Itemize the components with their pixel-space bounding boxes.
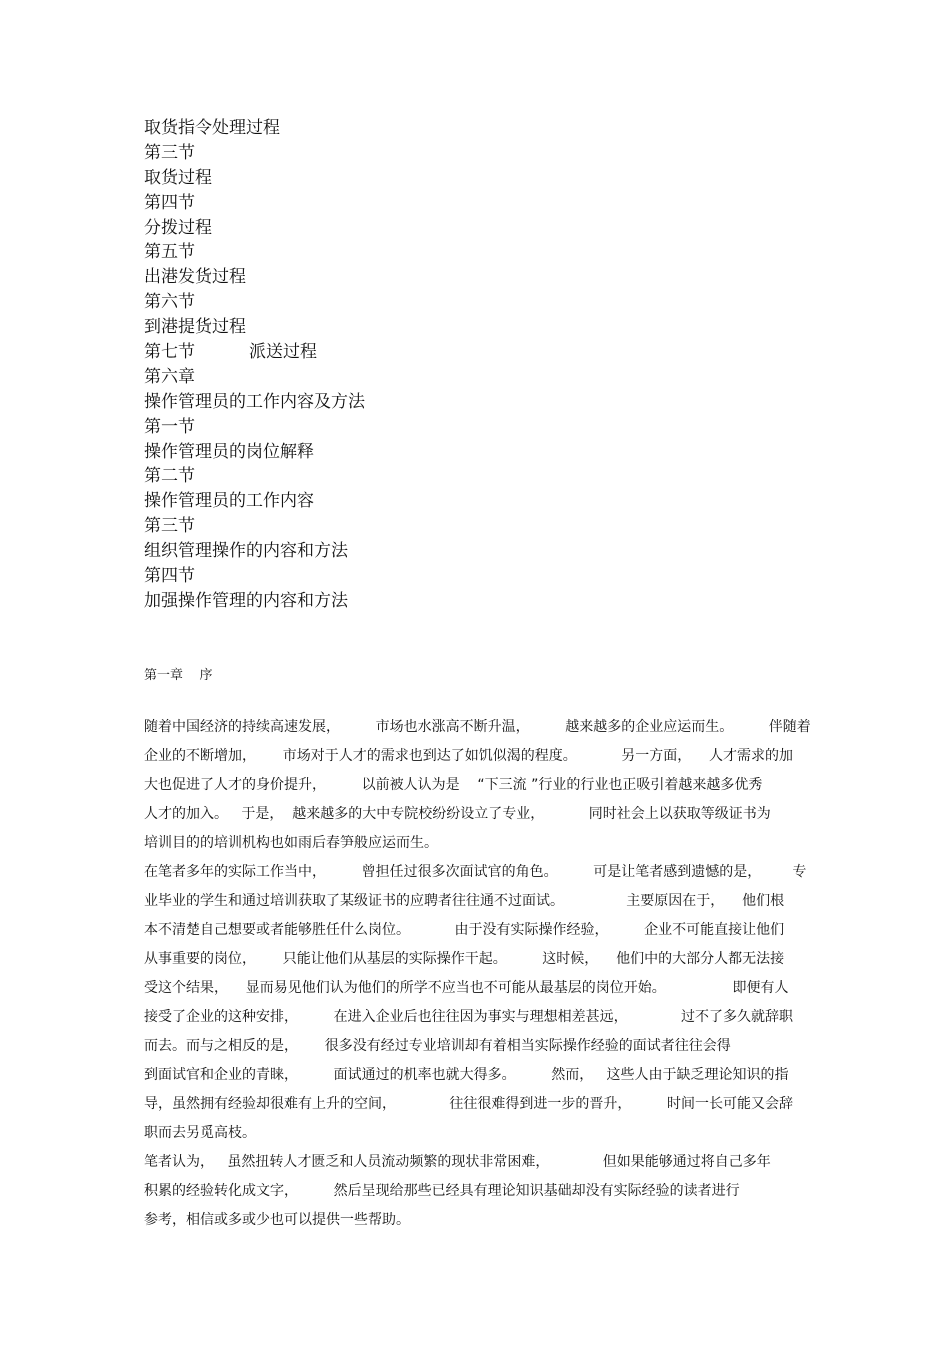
body-line: 导，虽然拥有经验却很难有上升的空间， 往往很难得到进一步的晋升， 时间一长可能又会辞 bbox=[144, 1096, 794, 1112]
table-of-contents bbox=[144, 116, 844, 614]
toc-entry: 取货过程 bbox=[144, 167, 212, 188]
toc-entry: 第五节 bbox=[144, 242, 195, 263]
body-line: 职而去另觅高枝。 bbox=[144, 1125, 256, 1141]
body-line: 业毕业的学生和通过培训获取了某级证书的应聘者往往通不过面试。 主要原因在于， 他们根 bbox=[144, 893, 785, 909]
body-text bbox=[144, 713, 824, 1235]
toc-entry: 第四节 bbox=[144, 192, 195, 213]
toc-entry: 第一节 bbox=[144, 416, 195, 437]
toc-entry: 取货指令处理过程 bbox=[144, 118, 280, 138]
toc-entry: 第四节 bbox=[144, 566, 195, 587]
toc-entry: 第三节 bbox=[144, 142, 195, 163]
toc-entry: 操作管理员的岗位解释 bbox=[144, 441, 314, 462]
body-line: 到面试官和企业的青睐， 面试通过的机率也就大得多。 然而， 这些人由于缺乏理论知识的指 bbox=[144, 1067, 789, 1083]
toc-entry: 第六章 bbox=[144, 366, 195, 387]
body-line: 从事重要的岗位， 只能让他们从基层的实际操作干起。 这时候， 他们中的大部分人都无法接 bbox=[144, 951, 785, 967]
body-line: 接受了企业的这种安排， 在进入企业后也往往因为事实与理想相差甚远， 过不了多久就辞职 bbox=[144, 1009, 794, 1025]
body-line: 在笔者多年的实际工作当中， 曾担任过很多次面试官的角色。 可是让笔者感到遗憾的是， 专 bbox=[144, 864, 807, 880]
toc-entry: 操作管理员的工作内容及方法 bbox=[144, 391, 365, 412]
toc-entry: 第二节 bbox=[144, 466, 195, 487]
body-line: 笔者认为， 虽然扭转人才匮乏和人员流动频繁的现状非常困难， 但如果能够通过将自己多年 bbox=[144, 1154, 771, 1170]
body-line: 本不清楚自己想要或者能够胜任什么岗位。 由于没有实际操作经验， 企业不可能直接让他们 bbox=[144, 922, 785, 938]
body-line: 积累的经验转化成文字， 然后呈现给那些已经具有理论知识基础却没有实际经验的读者进行 bbox=[144, 1183, 740, 1199]
body-line: 参考，相信或多或少也可以提供一些帮助。 bbox=[144, 1212, 410, 1228]
toc-entry: 分拨过程 bbox=[144, 217, 212, 238]
body-line: 随着中国经济的持续高速发展， 市场也水涨高不断升温， 越来越多的企业应运而生。 伴随着 bbox=[144, 719, 811, 735]
body-line: 人才的加入。 于是， 越来越多的大中专院校纷纷设立了专业， 同时社会上以获取等级证书为 bbox=[144, 806, 771, 822]
body-line: 而去。而与之相反的是， 很多没有经过专业培训却有着相当实际操作经验的面试者往往会得 bbox=[144, 1038, 731, 1054]
toc-entry: 组织管理操作的内容和方法 bbox=[144, 541, 348, 562]
toc-entry: 第六节 bbox=[144, 292, 195, 313]
body-line: 受这个结果， 显而易见他们认为他们的所学不应当也不可能从最基层的岗位开始。 即便有人 bbox=[144, 980, 789, 996]
toc-entry: 操作管理员的工作内容 bbox=[144, 491, 314, 512]
body-line: 企业的不断增加， 市场对于人才的需求也到达了如饥似渴的程度。 另一方面， 人才需求的加 bbox=[144, 748, 794, 764]
chapter-heading: 第一章 序 bbox=[144, 668, 213, 683]
body-line: 培训目的的培训机构也如雨后春笋般应运而生。 bbox=[144, 835, 438, 851]
toc-entry: 第七节 派送过程 bbox=[144, 342, 318, 363]
toc-entry: 第三节 bbox=[144, 516, 195, 537]
body-line: 大也促进了人才的身价提升， 以前被人认为是 “下三流 ”行业的行业也正吸引着越来越多优秀 bbox=[144, 777, 763, 793]
toc-entry: 加强操作管理的内容和方法 bbox=[144, 590, 348, 611]
toc-entry: 到港提货过程 bbox=[144, 317, 246, 338]
toc-entry: 出港发货过程 bbox=[144, 267, 246, 288]
